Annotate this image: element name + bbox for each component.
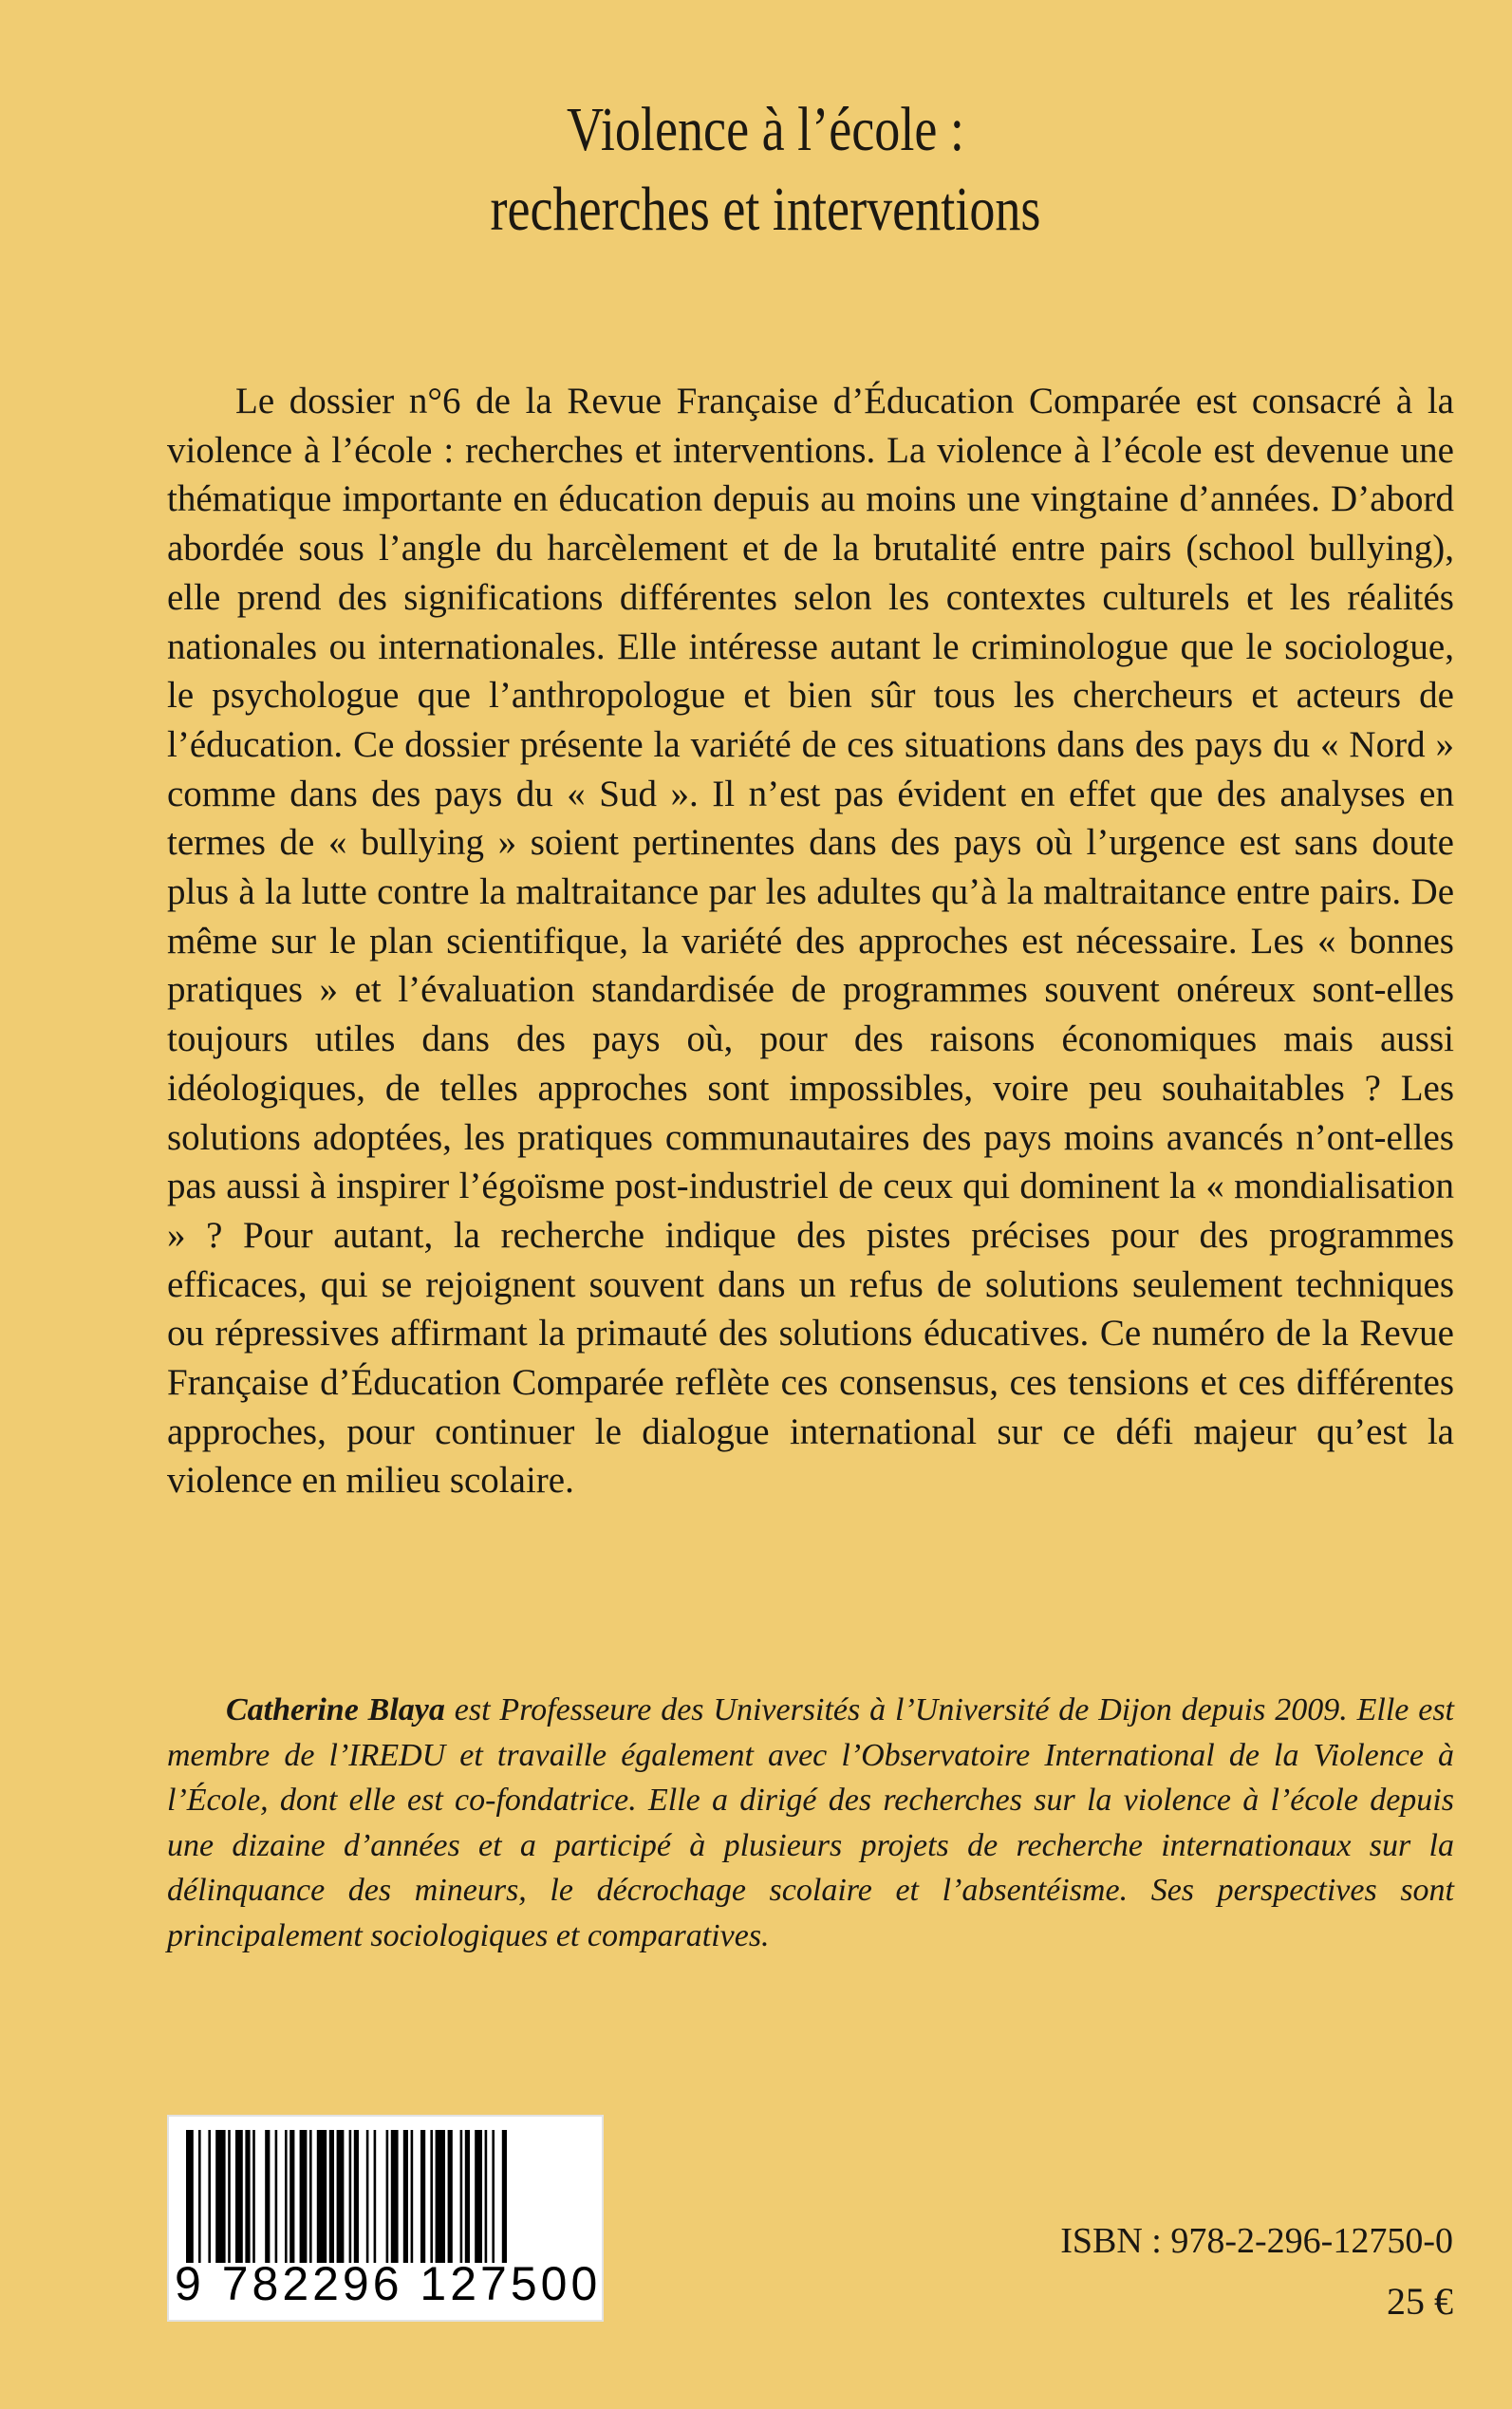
barcode-bar bbox=[354, 2130, 359, 2263]
barcode-bar bbox=[485, 2130, 488, 2263]
barcode-bar bbox=[337, 2130, 345, 2263]
barcode-bar bbox=[186, 2130, 194, 2263]
barcode-bar bbox=[411, 2130, 414, 2263]
barcode-bar bbox=[228, 2130, 231, 2263]
barcode-bar bbox=[366, 2130, 369, 2263]
barcode-bar bbox=[475, 2130, 482, 2263]
isbn-barcode bbox=[167, 2115, 604, 2322]
author-bio bbox=[167, 1688, 1454, 1958]
barcode-bar bbox=[235, 2130, 243, 2263]
barcode-bar bbox=[448, 2130, 453, 2263]
barcode-bar bbox=[374, 2130, 377, 2263]
summary-paragraph: Le dossier n°6 de la Revue Française d’Éducation Comparée est consacré à la violence à l’école : recherches et interventions. La violence à l’école est devenue une thématique importante en éducation depuis au moins une vingtaine d’années. D’abord abordée sous l’angle du harcèlement et de la brutalité entre pairs (school bullying), elle prend des significations différentes selon les contextes culturels et les réalités nationales ou internationales. Elle intéresse autant le criminologue que le sociologue, le psychologue que l’anthropologue et bien sûr tous les chercheurs et acteurs de l’éducation. Ce dossier présente la variété de ces situations dans des pays du « Nord » comme dans des pays du « Sud ». Il n’est pas évident en effet que des analyses en termes de « bullying » soient pertinentes dans des pays où l’urgence est sans doute plus à la lutte contre la maltraitance par les adultes qu’à la maltraitance entre pairs. De même sur le plan scientifique, la variété des approches est nécessaire. Les « bonnes pratiques » et l’évaluation standardisée de programmes souvent onéreux sont-elles toujours utiles dans des pays où, pour des raisons économiques mais aussi idéologiques, de telles approches sont impossibles, voire peu souhaitables ? Les solutions adoptées, les pratiques communautaires des pays moins avancés n’ont-elles pas aussi à inspirer l’égoïsme post-industriel de ceux qui dominent la « mondialisation » ? Pour autant, la recherche indique des pistes précises pour des programmes efficaces, qui se rejoignent souvent dans un refus de solutions seulement techniques ou répressives affirmant la primauté des solutions éducatives. Ce numéro de la Revue Française d’Éducation Comparée reflète ces consensus, ces tensions et ces différentes approches, pour continuer le dialogue international sur ce défi majeur qu’est la violence en milieu scolaire. bbox=[167, 381, 1454, 1502]
barcode-bar bbox=[300, 2130, 308, 2263]
barcode-bar bbox=[289, 2130, 294, 2263]
barcode-bar bbox=[275, 2130, 278, 2263]
barcode-bar bbox=[215, 2130, 225, 2263]
barcode-bar bbox=[403, 2130, 408, 2263]
book-title bbox=[145, 90, 1385, 250]
barcode-bar bbox=[265, 2130, 270, 2263]
barcode-bar bbox=[492, 2130, 495, 2263]
author-name: Catherine Blaya bbox=[226, 1692, 445, 1727]
barcode-digits: 9 782296 127500 bbox=[175, 2257, 602, 2310]
barcode-bar bbox=[317, 2130, 327, 2263]
barcode-bar bbox=[245, 2130, 250, 2263]
barcode-bar bbox=[430, 2130, 433, 2263]
author-bio-text: est Professeure des Universités à l’Université de Dijon depuis 2009. Elle est membre de l’IREDU et travaille également avec l’Observatoire International de la Violence à l’École, dont elle est co-fondatrice. Elle a dirigé des recherches sur la violence à l’école depuis une dizaine d’années et a participé à plusieurs projets de recherche internationaux sur la délinquance des mineurs, le décrochage scolaire et l’absentéisme. Ses perspectives sont principalement sociologiques et comparatives. bbox=[167, 1692, 1454, 1953]
barcode-bar bbox=[460, 2130, 463, 2263]
price: 25 € bbox=[1387, 2280, 1453, 2323]
barcode-bar bbox=[329, 2130, 334, 2263]
barcode-bar bbox=[465, 2130, 470, 2263]
barcode-bar bbox=[208, 2130, 211, 2263]
barcode-bar bbox=[436, 2130, 445, 2263]
barcode-bar bbox=[391, 2130, 399, 2263]
barcode-bar bbox=[309, 2130, 312, 2263]
title-line-2: recherches et interventions bbox=[490, 175, 1041, 244]
barcode-bar bbox=[349, 2130, 352, 2263]
summary-text bbox=[167, 377, 1454, 1505]
barcode-bar bbox=[502, 2130, 507, 2263]
barcode-bar bbox=[198, 2130, 201, 2263]
barcode-bar bbox=[420, 2130, 425, 2263]
barcode-bar bbox=[285, 2130, 288, 2263]
isbn-number: ISBN : 978-2-296-12750-0 bbox=[1060, 2221, 1453, 2261]
barcode-bar bbox=[252, 2130, 255, 2263]
barcode-bars bbox=[186, 2130, 585, 2263]
author-paragraph bbox=[167, 1688, 1454, 1958]
barcode-bar bbox=[386, 2130, 389, 2263]
title-line-1: Violence à l’école : bbox=[567, 95, 964, 164]
